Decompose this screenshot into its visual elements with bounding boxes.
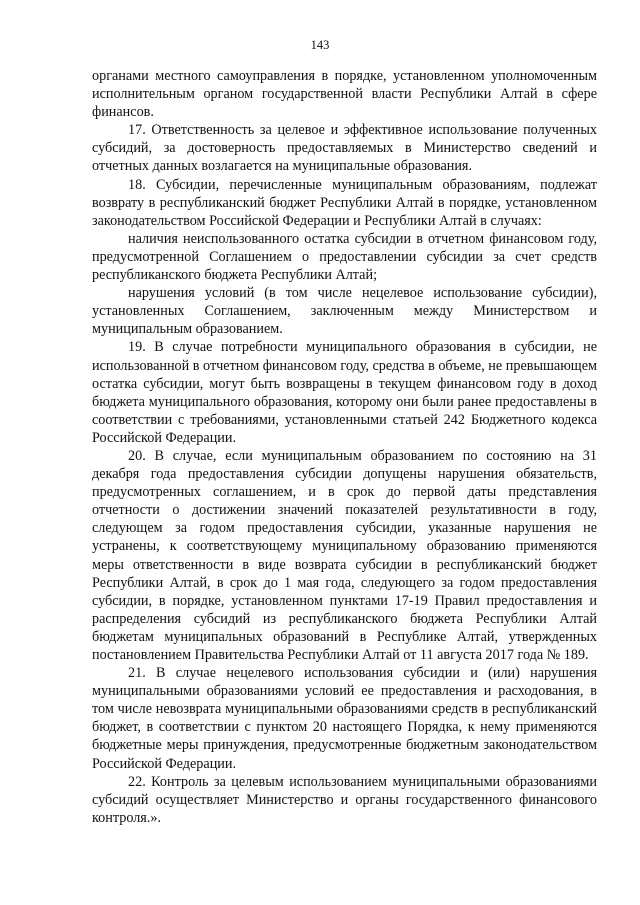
paragraph-18-case-1: наличия неиспользованного остатка субсидии в отчетном финансовом году, предусмотренной Соглашением о предоставлении субсидии за счет средств республиканского бюджета Республики Алтай; [92,230,597,284]
paragraph-17: 17. Ответственность за целевое и эффективное использование полученных субсидий, за достоверность предоставляемых в Министерство сведений и отчетных данных возлагается на муниципальные образования. [92,122,597,175]
document-body [92,67,597,827]
paragraph-18-case-2: нарушения условий (в том числе нецелевое использование субсидии), установленных Соглашением, заключенным между Министерством и муниципальным образованием. [92,285,597,338]
paragraph-20: 20. В случае, если муниципальным образованием по состоянию на 31 декабря года предоставления субсидии допущены нарушения обязательств, предусмотренных соглашением, и в срок до первой даты представления отчетности о достижении значений показателей результативности в году, следующем за годом предоставления субсидии, указанные нарушения не устранены, к соответствующему муниципальному образованию применяются меры ответственности в виде возврата субсидии в республиканский бюджет Республики Алтай, в срок до 1 мая года, следующего за годом предоставления субсидии, в порядке, установленном пунктами 17-19 Правил предоставления и распределения субсидий из республиканского бюджета Республики Алтай бюджетам муниципальных образований в Республике Алтай, утвержденных постановлением Правительства Республики Алтай от 11 августа 2017 года № 189. [92,447,597,663]
paragraph-22: 22. Контроль за целевым использованием муниципальными образованиями субсидий осуществляет Министерство и органы государственного финансового контроля.». [92,773,597,826]
paragraph-19: 19. В случае потребности муниципального образования в субсидии, не использованной в отчетном финансовом году, средства в объеме, не превышающем остатка субсидии, могут быть возвращены в текущем финансовом году в доход бюджета муниципального образования, которому они были ранее предоставлены в соответствии с требованиями, установленными статьей 242 Бюджетного кодекса Российской Федерации. [92,339,597,446]
page-number: 143 [310,38,330,52]
paragraph-21: 21. В случае нецелевого использования субсидии и (или) нарушения муниципальными образованиями условий ее предоставления и расходования, в том числе невозврата муниципальными образованиями средств в республиканский бюджет, в соответствии с пунктом 20 настоящего Порядка, к нему применяются бюджетные меры принуждения, предусмотренные бюджетным законодательством Российской Федерации. [92,665,597,772]
paragraph-18: 18. Субсидии, перечисленные муниципальным образованиям, подлежат возврату в республиканский бюджет Республики Алтай в порядке, установленном законодательством Российской Федерации и Республики Алтай в случаях: [92,176,597,229]
paragraph-continuation: органами местного самоуправления в порядке, установленном уполномоченным исполнительным органом государственной власти Республики Алтай в сфере финансов. [92,68,597,121]
